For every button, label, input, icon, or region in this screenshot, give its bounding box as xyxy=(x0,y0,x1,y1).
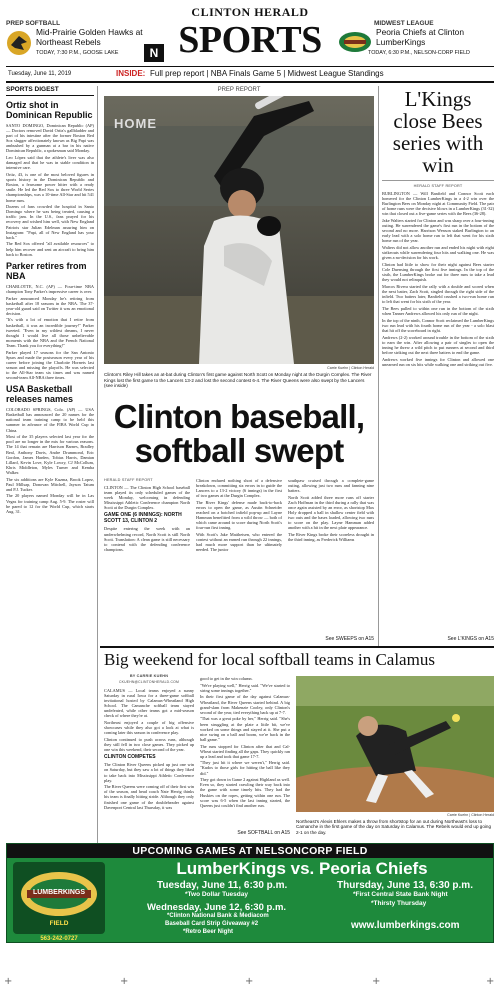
right-promo-headline: Peoria Chiefs at Clinton LumberKings xyxy=(376,27,464,47)
calamus-paragraph: Clinton continued to push across runs, although they still fell in two close games. They picked up one win this weekend, their second of the year. xyxy=(104,737,194,753)
digest-paragraph: Dozens of fans crowded the hospital in Santo Domingo where he was being treated, causing a traffic jam. In the U.S., fans prayed for his recovery and wished him well, with New England Patriots star Julian Edelman assuring him on Instagram: "Papi, all of New England has your back." xyxy=(6,204,94,240)
lkings-story xyxy=(382,86,494,646)
swept-byline: HERALD STAFF REPORT xyxy=(104,478,153,482)
section-rule xyxy=(100,646,494,648)
swept-paragraph: CLINTON — The Clinton High School baseball team played its only scheduled games of the week Monday, welcoming in defending Mississippi Athletic Conference champion North Scott at the Durgin Complex. xyxy=(104,485,190,511)
lumberkings-logo-icon xyxy=(338,30,372,54)
calamus-paragraph: Northeast enjoyed a couple of big offensive showcases while they also got a look at what is coming later this season in conference play. xyxy=(104,720,194,736)
registration-mark-icon: + xyxy=(486,976,495,987)
lkings-paragraph: Marcos Rivera started the rally with a double and scored when the next batter, Zach Scott, singled through the right side of the infield. Two batters later, Banfield crushed a two-run home run to left that went for his sixth of the year. xyxy=(382,283,494,305)
swept-paragraph: Clinton endured nothing short of a defensive breakdown, committing six errors in to guide the Lancers to a 13-2 victory (6 innings) in the first of two games at the Durgin Complex. xyxy=(196,478,282,499)
shortstop-photo xyxy=(296,676,494,812)
swept-jump[interactable]: See SWEEPS on A15 xyxy=(325,636,374,642)
calamus-photo-caption: Northeast's Alexis Ehlers makes a throw from shortstop for an out during Northeast's loss to Camanche in the first game of the day on Saturday in Calamus. The Rebels would end up going 2-1 on the day. xyxy=(296,819,492,835)
swept-paragraph: The River Kings broke their scoreless drought in the third inning, as Frederick Williams xyxy=(288,532,374,543)
digest-paragraph: The Red Sox offered "all available resources" to help him recover and sent an aircraft to bring him back to Boston. xyxy=(6,241,94,257)
calamus-col-1 xyxy=(104,688,194,838)
ad-game1-date: Tuesday, June 11, 6:30 p.m. xyxy=(157,880,288,891)
lkings-paragraph: Clinton had little to show for their night against Bees starter Cole Duensing through the first five innings. In the top of the sixth, the LumberKings broke out for three runs to take a lead they would not relinquish. xyxy=(382,262,494,283)
digest-paragraph: SANTO DOMINGO, Dominican Republic (AP) — Doctors removed David Ortiz's gallbladder and part of his intestine after the former Boston Red Sox slugger affectionately known as Big Papi was ambushed by a gunman at a bar in his native Dominican Republic, a spokesman said Monday. xyxy=(6,123,94,154)
ad-game3-date: Thursday, June 13, 6:30 p.m. xyxy=(337,880,473,891)
digest-header: SPORTS DIGEST xyxy=(6,86,94,96)
calamus-paragraph: good to get in the win column. xyxy=(200,676,253,681)
left-promo-time: TODAY, 7:30 P.M., GOOSE LAKE xyxy=(36,50,119,56)
digest-headline: USA Basketball releases names xyxy=(6,384,74,405)
ad-matchup: LumberKings vs. Peoria Chiefs xyxy=(176,859,428,878)
ad-game2-promo: *Retro Beer Night xyxy=(183,929,234,935)
inside-text: Full prep report | NBA Finals Game 5 | Midwest League Standings xyxy=(150,69,384,78)
lkings-paragraph: Andrews (2-2) worked around trouble in the bottom of the sixth to earn the win. After allowing a pair of singles to open the inning he threw a wild pitch to put runners at second and third before striking out the next three batters to end the game. xyxy=(382,334,494,355)
calamus-byline: BY CARRIE KUEHN xyxy=(129,674,169,678)
calamus-email: CKUEHN@CLINTONHERALD.COM xyxy=(119,680,179,684)
digest-paragraph: The six additions are Kyle Kuzma, Brook Lopez, Paul Millsap, Donovan Mitchell, Jayson Tatum and P.J. Tucker. xyxy=(6,476,94,492)
calamus-jump[interactable]: See SOFTBALL on A15 xyxy=(237,830,290,836)
calamus-paragraph: In their first game of the day against Calamus-Wheatland, the River Queens started behind. A big grand-slam from Makenzie Cooley, only Clinton's second of the year, tied everything back up at 7-7. xyxy=(200,694,290,715)
calamus-paragraph: "They just hit it where we weren't," Herrig said. "Kudos to those girls for hitting the ball like they did." xyxy=(200,760,290,776)
digest-item-parker xyxy=(6,261,94,380)
inside-label: INSIDE: xyxy=(116,69,146,78)
digest-headline: Ortiz shot in Dominican Republic xyxy=(6,100,93,120)
registration-mark-icon: + xyxy=(120,976,129,987)
masthead-rule-bottom xyxy=(6,81,494,83)
calamus-paragraph: They got down in Game 2 against Highland as well. Even so, they started crawling their way back into the game with some timely hits. They had the Huskies on the ropes, getting within one run. The score was 6-5 when the last inning started, the Queens just couldn't find another run. xyxy=(200,777,290,808)
ad-website[interactable]: www.lumberkings.com xyxy=(351,920,460,931)
calamus-paragraph: The River Queens were coming off of their first win of the season, and head coach Nate Herrig thinks his team is finally hitting stride. Although they only finished one game of the doubleheader against Davenport Central last Thursday, it was xyxy=(104,784,194,810)
registration-mark-icon: + xyxy=(372,976,381,987)
calamus-paragraph: "That was a great poke by her," Herrig said. "She's been struggling at the plate a little bit, we've worked on some things and stayed at it. She put a nice swing on a ball and boom, we're back in the ball game." xyxy=(200,716,290,742)
ad-game2-promo: *Clinton National Bank & Mediacom xyxy=(167,913,269,919)
masthead-rule xyxy=(6,66,494,67)
digest-divider xyxy=(97,86,98,938)
helmet-text: HOME xyxy=(114,116,157,131)
registration-mark-icon: + xyxy=(4,976,13,987)
photo-credit: Carrie Kuehn | Clinton Herald xyxy=(327,366,374,370)
digest-headline: Parker retires from NBA xyxy=(6,260,87,281)
ad-game2-promo: Baseball Card Strip Giveaway #2 xyxy=(165,921,259,927)
lkings-jump[interactable]: See L'KINGS on A15 xyxy=(447,636,494,642)
digest-paragraph: "It's with a lot of emotion that I retire from basketball, it was an incredible journey!" Parker tweeted. "Even in my wildest dreams, I never thought I would live all those unbelievable moments with the NBA and the French National Team. Thank you for everything!" xyxy=(6,317,94,348)
left-promo-headline: Mid-Prairie Golden Hawks at Northeast Rebels xyxy=(36,27,143,47)
digest-paragraph: CHARLOTTE, N.C. (AP) — Four-time NBA champion Tony Parker's impressive career is over. xyxy=(6,283,94,294)
ad-field-text: FIELD xyxy=(49,920,69,927)
swept-col-1 xyxy=(104,478,190,638)
calamus-paragraph: CALAMUS — Local teams enjoyed a sunny Saturday in rural Iowa for a three-game softball invitational hosted by Calamus-Wheatland High School. The Camanche softball team stayed undefeated, while other teams got a mid-season check of where they're at. xyxy=(104,688,194,719)
lkings-paragraph: Andrews worked five innings for Clinton and allowed one unearned run on six hits while walking one and striking out five. xyxy=(382,356,494,367)
digest-paragraph: Parker played 17 seasons for the San Antonio Spurs and made the postseason every year of his career before joining the Charlotte Hornets last season and missing the playoffs. He was selected to the All-Star team six times and was named second-team All-NBA three times. xyxy=(6,349,94,381)
ad-logo xyxy=(13,862,105,934)
lkings-headline: L'Kings close Bees series with win xyxy=(392,87,484,177)
lkings-byline: HERALD STAFF REPORT xyxy=(382,180,494,188)
digest-paragraph: Leo López said that the athlete's liver was also damaged and that he was in stable condition in intensive care. xyxy=(6,155,94,171)
sports-digest xyxy=(6,86,94,940)
ad-phone[interactable]: 563-242-0727 xyxy=(40,936,78,942)
calamus-subhead: CLINTON COMPETES xyxy=(104,754,156,761)
digest-paragraph: COLORADO SPRINGS, Colo. (AP) — USA Basketball has announced the 20 names for the national team training camp to be held this summer in advance of the FIBA World Cup in China. xyxy=(6,407,94,433)
ad-title: UPCOMING GAMES AT NELSONCORP FIELD xyxy=(7,844,493,858)
swept-paragraph: southpaw cruised through a complete-game outing, allowing just two runs and fanning nine batters. xyxy=(288,478,374,494)
lkings-paragraph: BURLINGTON — Will Banfield and Connor Scott each homered for the Clinton LumberKings in a 4-2 win over the Burlington Bees on Monday night at Community Field. The pair of home runs were the decisive blows in a LumberKings (31-32) win that closed out a five-game series with the Bees (36-28). xyxy=(382,191,494,217)
digest-paragraph: Ortiz, 43, is one of the most beloved figures in sports history in the Dominican Republic and Boston, a fearsome power hitter with a ready smile. He led the Red Sox to three World Series championships, was a 10-time All-Star and hit 541 home runs. xyxy=(6,172,94,203)
ad-logo-text: LUMBERKINGS xyxy=(32,889,86,896)
ad-game3-promo: *Thirsty Thursday xyxy=(371,900,427,907)
ad-game1-promo: *Two Dollar Tuesday xyxy=(185,891,248,898)
swept-paragraph: North Scott added three more runs off starter Zach Hoffman in the third during a rally that was once again assisted by an error, as shortstop Max Holy dropped a ball in shallow center field with two outs and the bases loaded, allowing two runs to score on the play. Layne Hamman added another with a hit in the next plate appearance. xyxy=(288,494,374,531)
digest-item-usab xyxy=(6,384,94,514)
swept-paragraph: Despite entering the week with an underwhelming record, North Scott is still North Scott. Translation: A clean game is still necessary to contend with the defending conference champions. xyxy=(104,526,190,552)
lkings-paragraph: In the top of the ninth, Connor Scott reclaimed the LumberKings two run lead with his fourth home run of the year - a solo blast that hit off the scoreboard in right. xyxy=(382,317,494,333)
lkings-paragraph: The Bees pulled to within one run in the bottom of the sixth when Tanner Andrews allowed his only run of the night. xyxy=(382,305,494,317)
ad-game2-date: Wednesday, June 12, 6:30 p.m. xyxy=(147,902,287,913)
photo-label: PREP REPORT xyxy=(217,87,261,93)
issue-date: Tuesday, June 11, 2019 xyxy=(8,71,72,77)
paper-name: CLINTON HERALD xyxy=(191,5,309,19)
registration-mark-icon: + xyxy=(245,976,254,987)
section-title: SPORTS xyxy=(178,19,322,61)
swept-col-2 xyxy=(196,478,282,638)
calamus-photo-credit: Carrie Kuehn | Clinton Herald xyxy=(447,813,494,817)
swept-headline: Clinton baseball, softball swept xyxy=(113,398,365,469)
lumberkings-ad[interactable] xyxy=(6,843,494,943)
calamus-headline: Big weekend for local softball teams in Calamus xyxy=(104,650,435,669)
right-promo-time: TODAY, 6:30 P.M., NELSON-CORP FIELD xyxy=(368,50,470,56)
digest-paragraph: Parker announced Monday he's retiring from basketball after 18 seasons in the NBA. The 37-year-old guard said on Twitter it was an emotional decision. xyxy=(6,295,94,316)
digest-paragraph: The 20 players named Monday will be in Las Vegas for training camp Aug. 5-9. The roster will be pared to 12 for the World Cup, which starts Aug. 31. xyxy=(6,493,94,514)
ad-game3-promo: *First Central State Bank Night xyxy=(353,891,448,898)
right-promo xyxy=(334,20,496,64)
calamus-paragraph: The Clinton River Queens picked up just one win on Saturday, but they saw a lot of things they liked to take back into Mississippi Athletic Conference play. xyxy=(104,762,194,783)
calamus-col-2 xyxy=(200,676,290,828)
swept-paragraph: With Scott's Jake Mattheisen, who entered the contest without an earned run through 22 innings, had much more support than he ultimately needed. The junior xyxy=(196,532,282,553)
lkings-paragraph: Walters did not allow another run and ended his night with eight strikeouts while surrendering four hits and walking one. He was given a no-decision for his work. xyxy=(382,245,494,261)
calamus-paragraph: "We're playing well," Herrig said. "We've started to string some innings together." xyxy=(200,682,290,693)
calamus-paragraph: The runs stopped for Clinton after that and Cal-Wheat started finding all the gaps. They quickly ran up a lead and took that game 17-7. xyxy=(200,743,290,759)
batter-photo xyxy=(104,96,374,364)
left-promo-label: PREP SOFTBALL xyxy=(6,20,61,27)
hawk-logo-icon xyxy=(6,30,32,56)
swept-paragraph: The River Kings' defense made back-to-back errors to open the game, as Austin Schneider reached on a botched infield pop-up and Layne Hamman benefitted from a wild throw — both of which came around to score during North Scott's four-run first inning. xyxy=(196,499,282,531)
digest-item-ortiz xyxy=(6,100,94,257)
digest-paragraph: Most of the 35 players selected last year for the pool are no longer in the mix for various reasons. The 14 that remain are Harrison Barnes, Bradley Beal, Anthony Davis, Andre Drummond, Eric Gordon, James Harden, Tobias Harris, Damian Lillard, Kevin Love, Kyle Lowry, CJ McCollum, Khris Middleton, Myles Turner and Kemba Walker. xyxy=(6,434,94,475)
swept-subhead: GAME ONE (6 INNINGS): NORTH SCOTT 13, CLINTON 2 xyxy=(104,512,182,525)
rebels-logo-icon: N xyxy=(144,44,164,62)
lkings-divider xyxy=(378,86,379,646)
left-promo xyxy=(6,20,166,64)
right-promo-label: MIDWEST LEAGUE xyxy=(374,20,434,27)
lkings-paragraph: Jake Walters started for Clinton and was sharp over a four-inning outing. He surrendered the game's first run in the bottom of the second and no more. Harrison Wenson staked Burlington to an early lead with a solo home run to left that went for his sixth home run of the year. xyxy=(382,218,494,244)
photo-caption: Clinton's Riley Hill takes an at-bat during Clinton's first game against North Scott on Monday night at the Durgin Complex. The River Kings lost the first game to the Lancers 13-2 and lost the second contest 6-4. The River Queens were also swept by the Lancers (see inside) xyxy=(104,372,372,389)
masthead xyxy=(0,0,500,84)
swept-col-3 xyxy=(288,478,374,630)
